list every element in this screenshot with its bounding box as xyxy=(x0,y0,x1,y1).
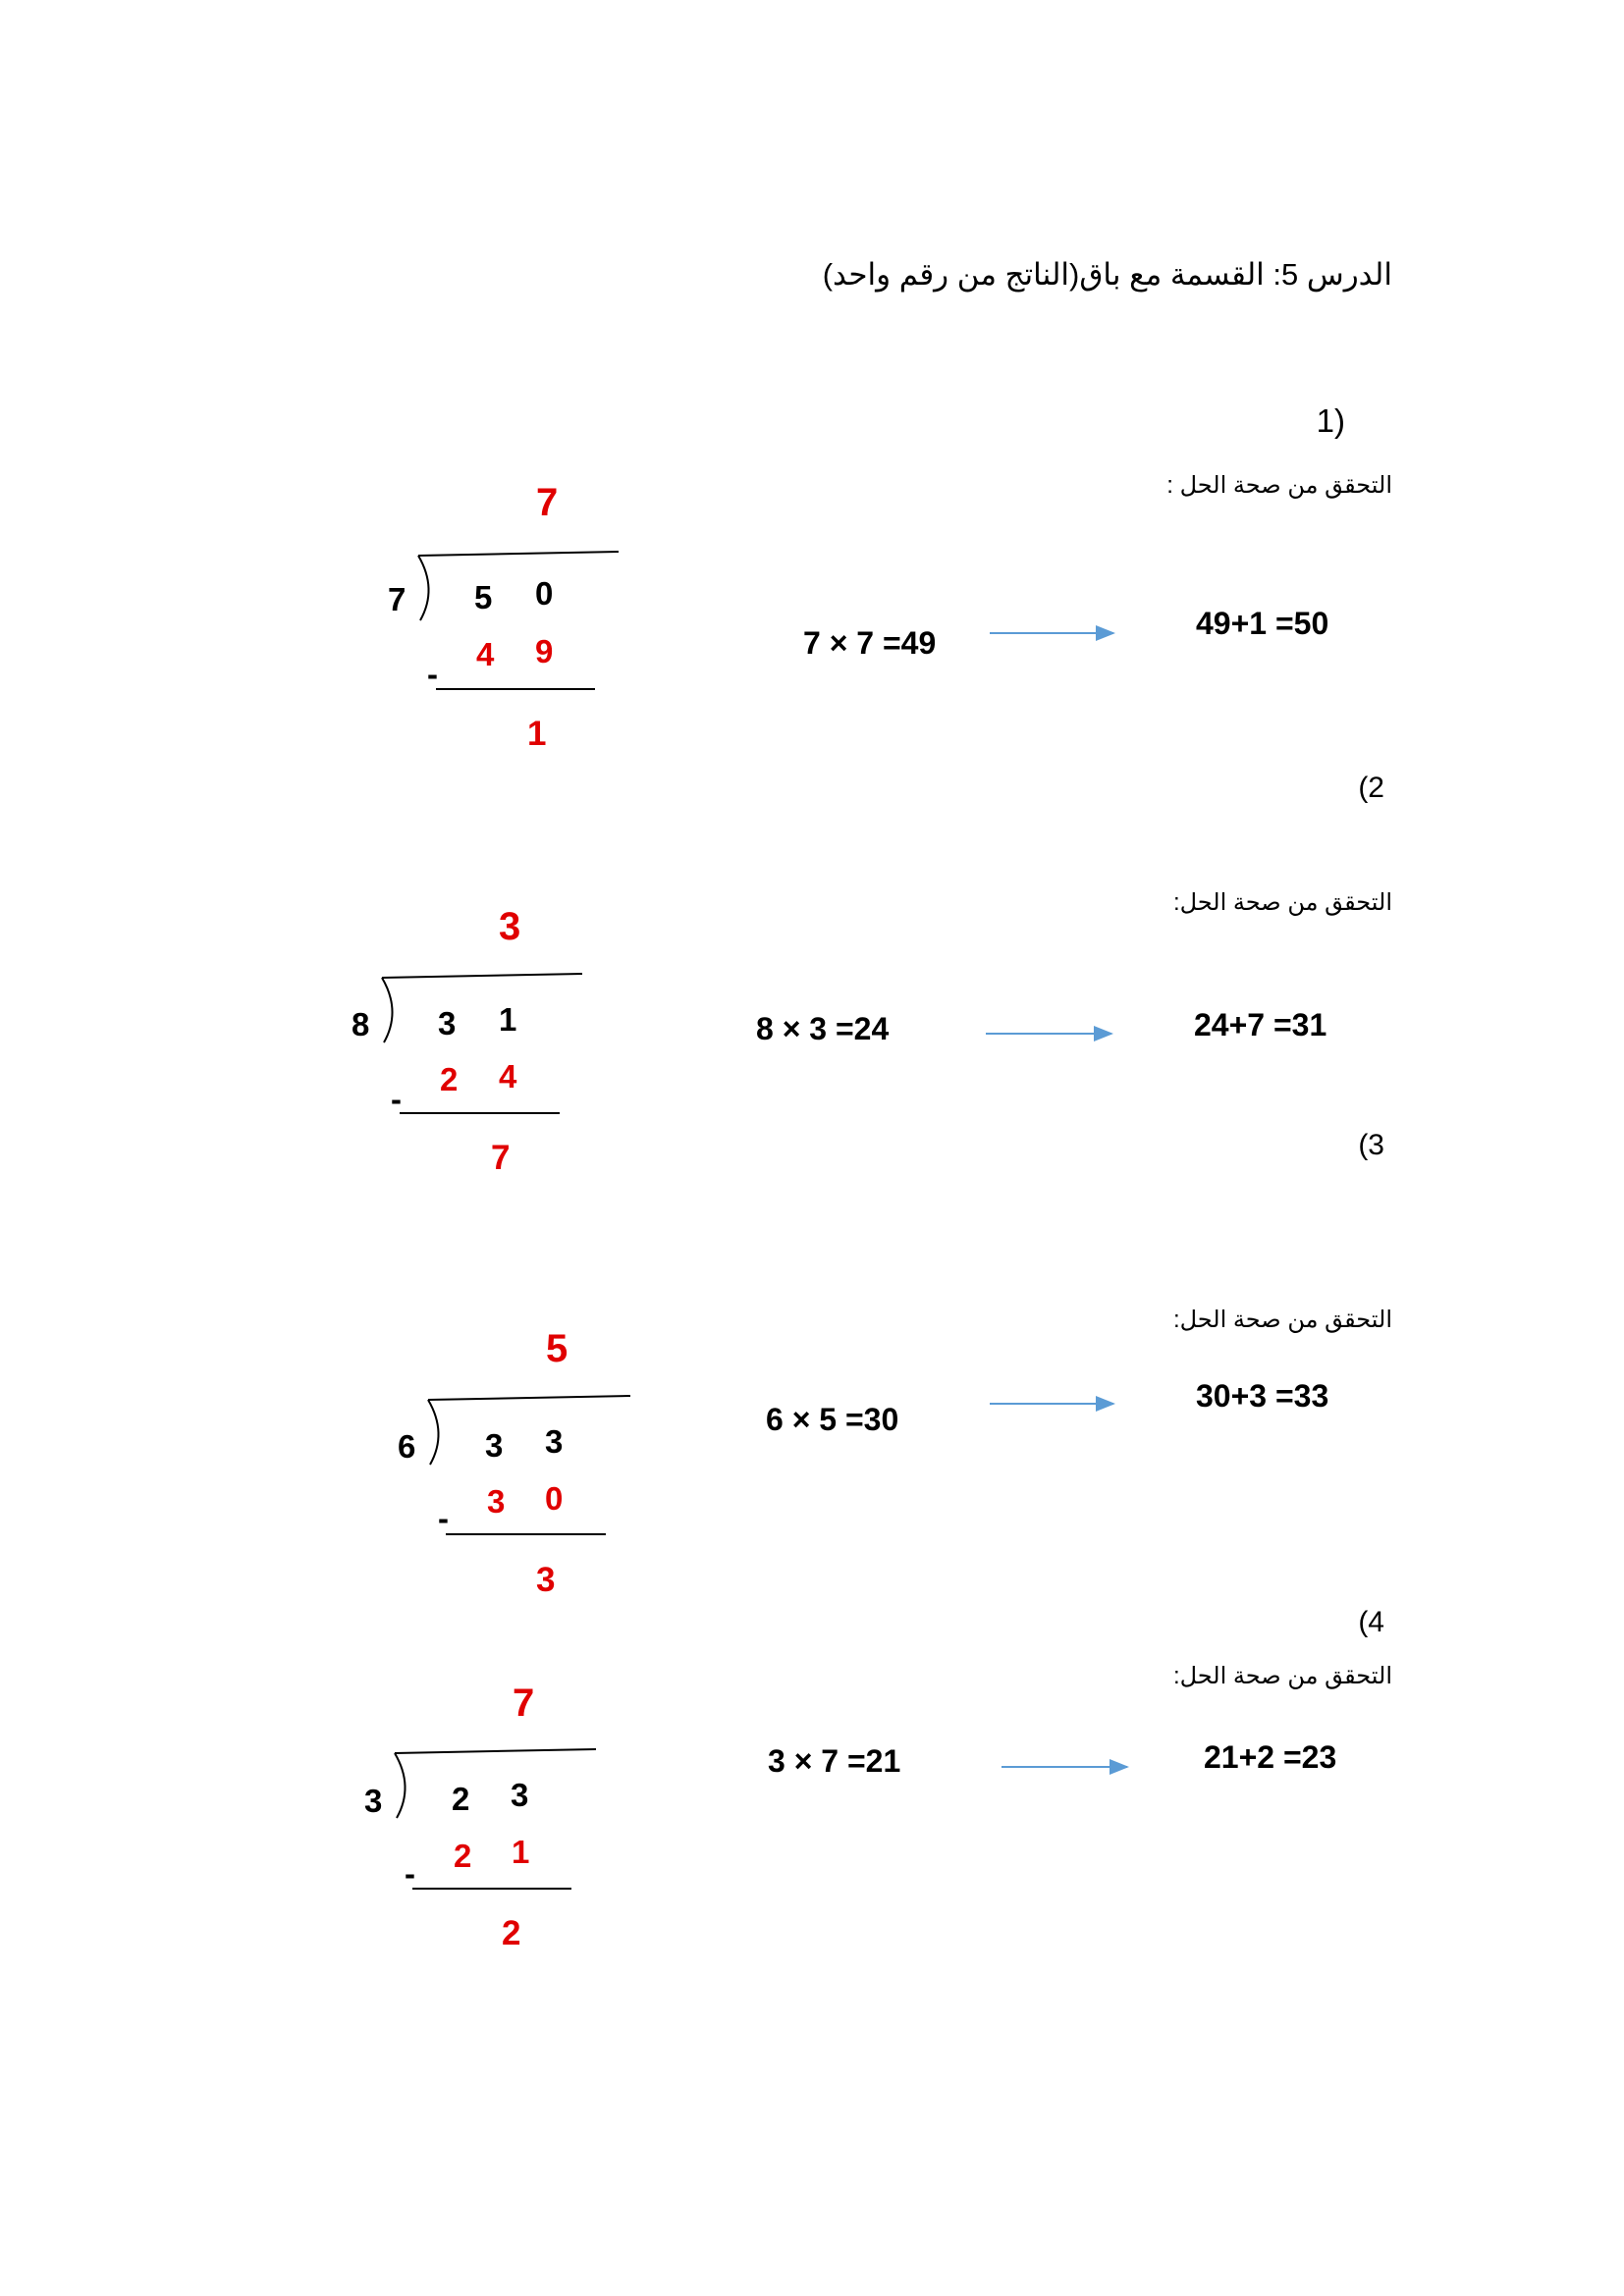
check-equation: 24+7 =31 xyxy=(1194,1007,1327,1042)
quotient: 7 xyxy=(536,481,559,524)
check-equation: 21+2 =23 xyxy=(1204,1739,1337,1775)
verify-label: التحقق من صحة الحل: xyxy=(1172,1307,1392,1333)
division-bar xyxy=(428,1396,630,1400)
product-digit-1: 4 xyxy=(476,636,495,672)
dividend-digit-2: 1 xyxy=(499,1001,517,1038)
dividend-digit-1: 5 xyxy=(474,579,493,615)
product-digit-2: 4 xyxy=(499,1058,517,1095)
minus-sign: - xyxy=(427,656,438,692)
dividend-digit-2: 0 xyxy=(535,575,554,612)
remainder: 3 xyxy=(536,1561,556,1599)
division-bar xyxy=(418,552,619,556)
page-title: الدرس 5: القسمة مع باق(الناتج من رقم واحد) xyxy=(822,257,1392,292)
division-bracket xyxy=(395,1753,406,1818)
check-equation: 30+3 =33 xyxy=(1196,1378,1329,1414)
product-digit-2: 9 xyxy=(535,633,554,669)
divisor: 7 xyxy=(388,581,406,617)
division-bracket xyxy=(382,978,393,1042)
multiplication-equation: 8 × 3 =24 xyxy=(756,1011,890,1046)
dividend-digit-1: 2 xyxy=(452,1781,470,1817)
division-bar xyxy=(382,974,582,978)
remainder: 7 xyxy=(491,1139,511,1177)
minus-sign: - xyxy=(391,1081,402,1117)
verify-label: التحقق من صحة الحل: xyxy=(1172,1663,1392,1689)
quotient: 7 xyxy=(513,1682,535,1725)
multiplication-equation: 3 × 7 =21 xyxy=(768,1743,901,1779)
divisor: 8 xyxy=(352,1006,370,1042)
dividend-digit-2: 3 xyxy=(511,1777,529,1813)
division-bracket xyxy=(418,556,429,620)
remainder: 1 xyxy=(527,715,547,753)
verify-label: التحقق من صحة الحل : xyxy=(1166,472,1392,499)
dividend-digit-1: 3 xyxy=(438,1005,457,1041)
divisor: 3 xyxy=(364,1783,383,1819)
minus-sign: - xyxy=(405,1855,415,1892)
remainder: 2 xyxy=(502,1914,521,1952)
product-digit-2: 0 xyxy=(545,1480,564,1517)
next-problem-number: (3 xyxy=(1358,1129,1384,1161)
product-digit-1: 2 xyxy=(454,1838,472,1874)
quotient: 5 xyxy=(546,1327,568,1370)
division-bar xyxy=(395,1749,596,1753)
verify-label: التحقق من صحة الحل: xyxy=(1172,889,1392,916)
product-digit-2: 1 xyxy=(512,1834,530,1870)
multiplication-equation: 7 × 7 =49 xyxy=(803,625,937,661)
product-digit-1: 2 xyxy=(440,1061,459,1097)
problem-number: (2 xyxy=(1358,772,1384,804)
problem-number: 1) xyxy=(1316,402,1345,439)
minus-sign: - xyxy=(438,1500,449,1536)
product-digit-1: 3 xyxy=(487,1483,506,1520)
multiplication-equation: 6 × 5 =30 xyxy=(766,1402,899,1437)
divisor: 6 xyxy=(398,1428,416,1465)
quotient: 3 xyxy=(499,905,521,948)
check-equation: 49+1 =50 xyxy=(1196,606,1329,641)
dividend-digit-2: 3 xyxy=(545,1423,564,1460)
problem-number: (4 xyxy=(1358,1606,1384,1638)
dividend-digit-1: 3 xyxy=(485,1427,504,1464)
division-bracket xyxy=(428,1400,439,1465)
